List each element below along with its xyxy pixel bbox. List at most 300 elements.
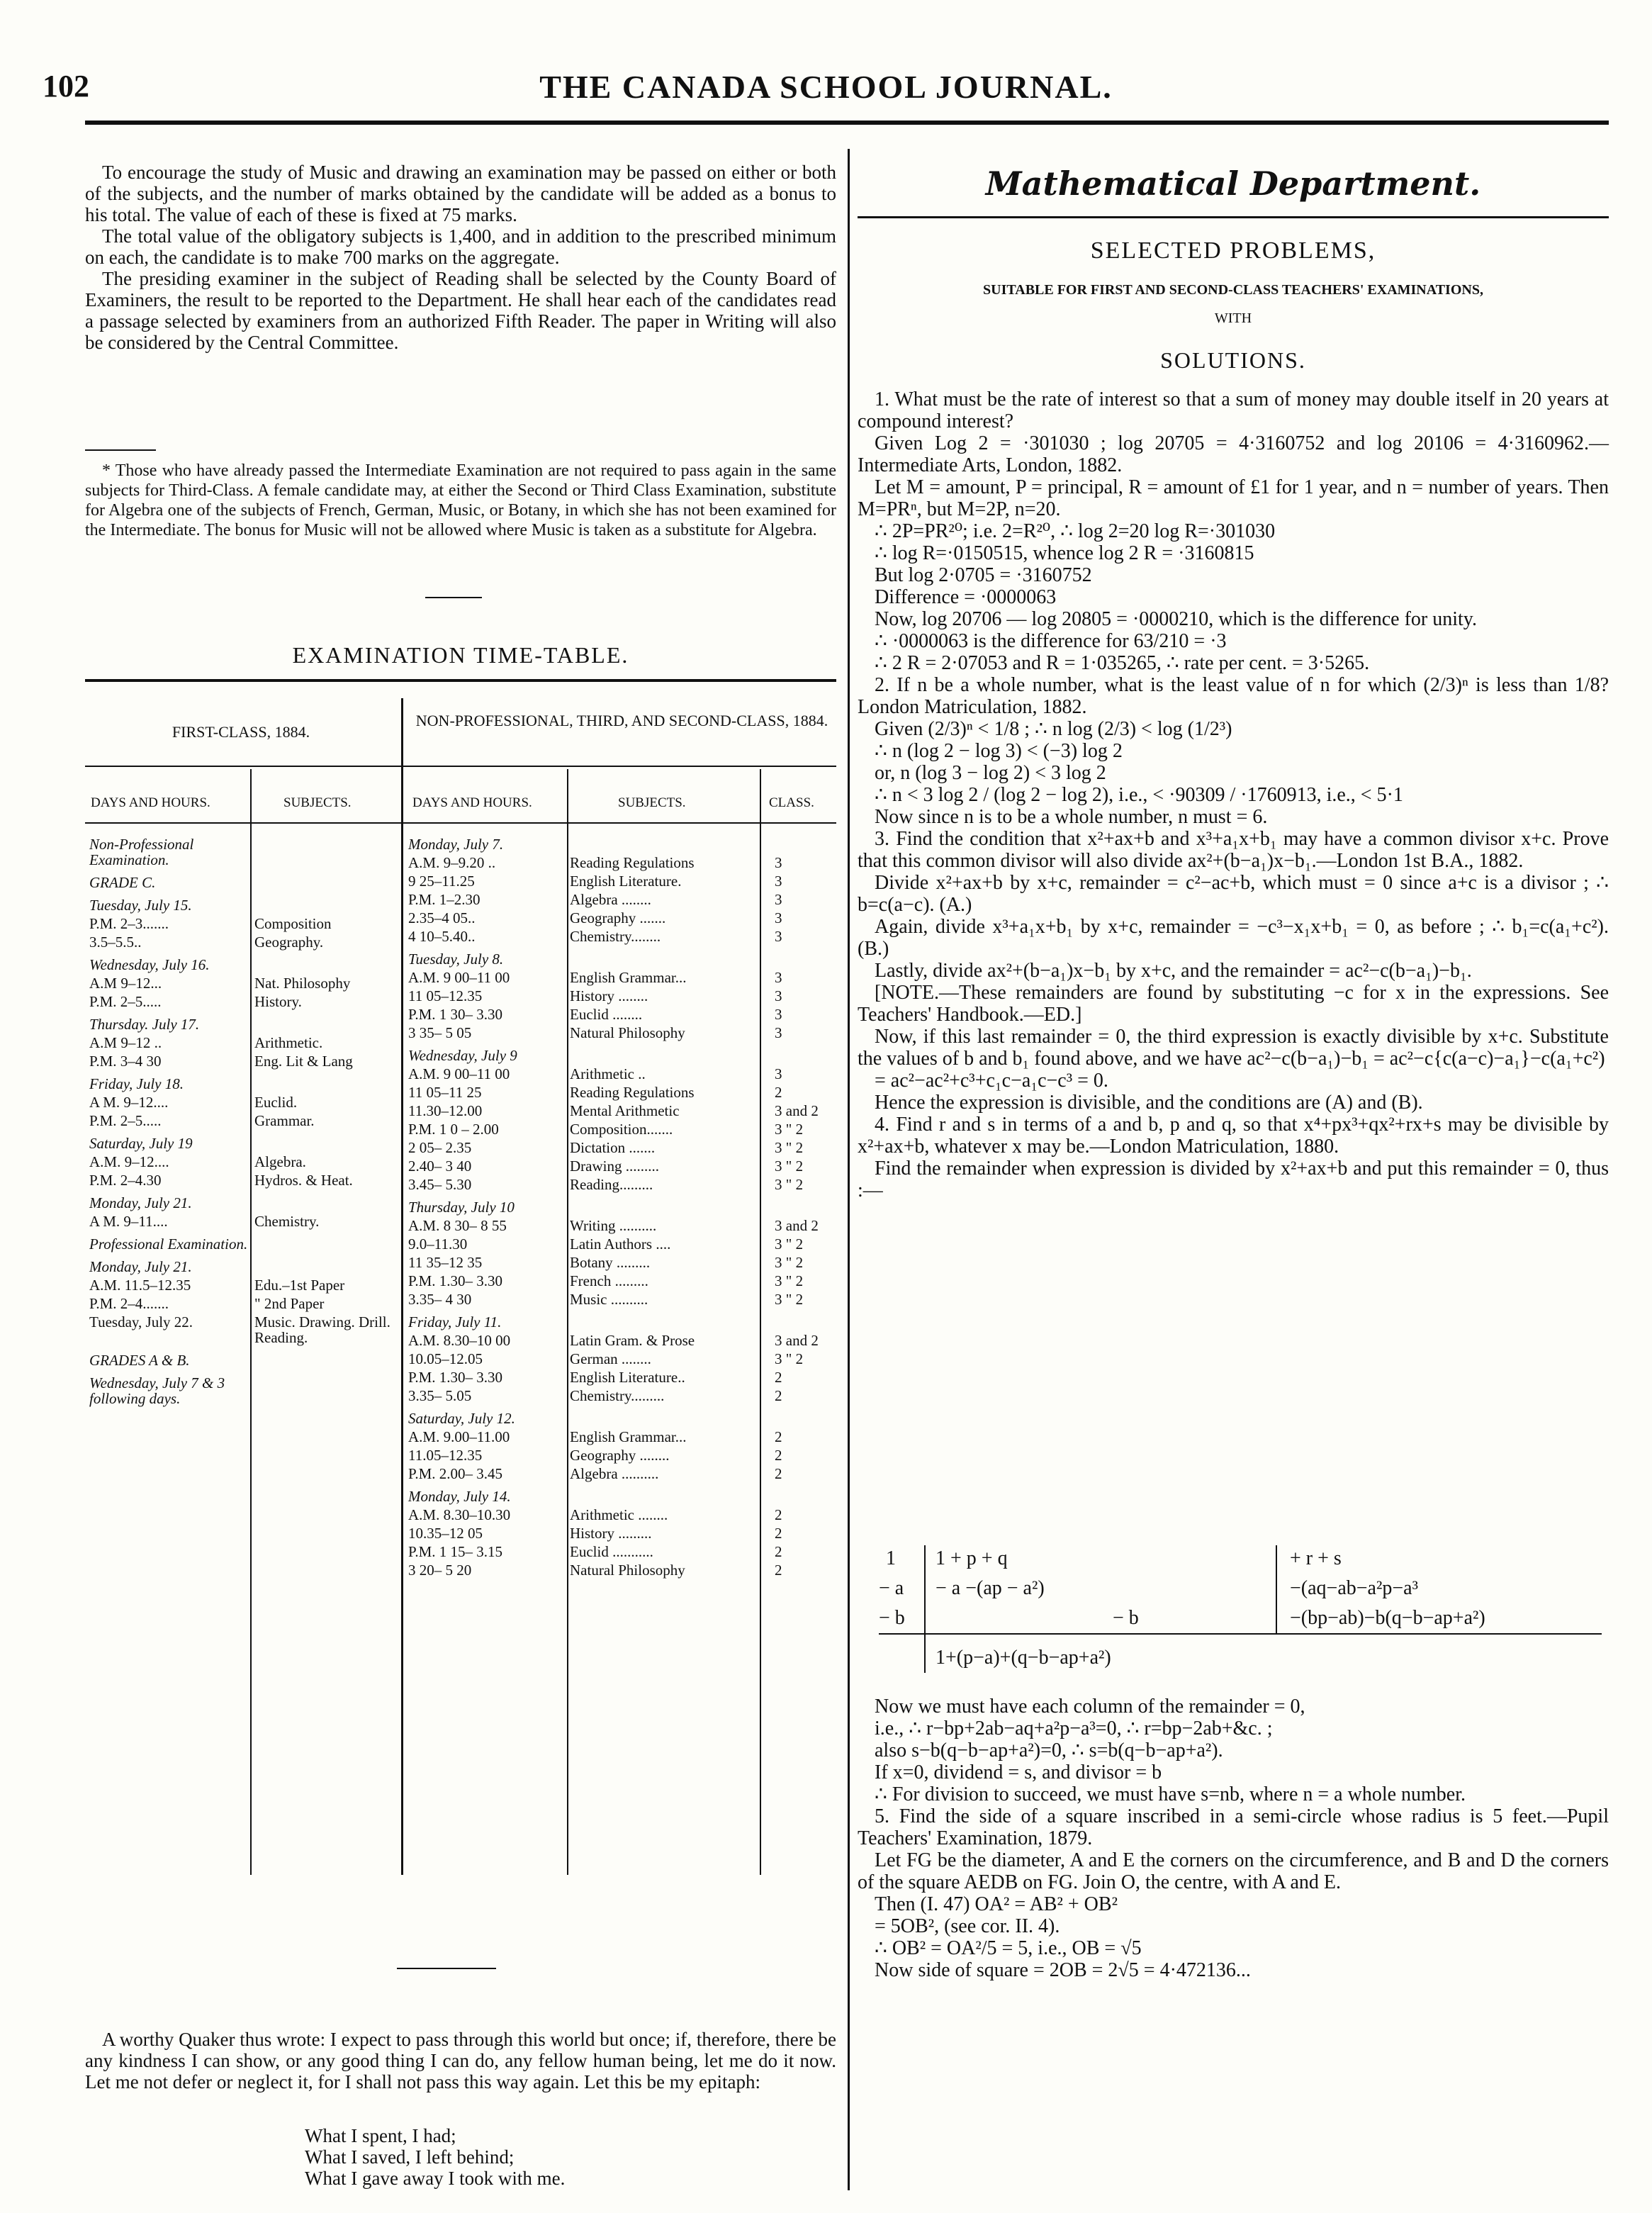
table-cell: 2 xyxy=(775,1428,782,1445)
solution-line: Difference = ·0000063 xyxy=(875,586,1057,608)
division-line xyxy=(1276,1545,1277,1634)
table-cell xyxy=(567,946,772,968)
solution-line: Given Log 2 = ·301030 ; log 20705 = 4·3160752 and log 20106 = 4·3160962.—Intermediate Arts, London, 1882. xyxy=(858,432,1609,476)
with-label: WITH xyxy=(1214,310,1252,326)
table-cell: A.M. 9 00–11 00 xyxy=(408,1065,510,1082)
table-cell: P.M. 1.30– 3.30 xyxy=(408,1272,503,1289)
table-row xyxy=(405,1331,834,1350)
table-row xyxy=(405,1065,834,1083)
table-cell: P.M. 3–4 30 xyxy=(89,1053,162,1070)
solution-line: But log 2·0705 = ·3160752 xyxy=(875,564,1092,586)
table-cell: 11 05–11 25 xyxy=(408,1084,482,1101)
table-cell xyxy=(252,1231,398,1253)
table-cell: 3 " 2 xyxy=(775,1291,804,1308)
table-cell: P.M. 2–4.30 xyxy=(89,1172,162,1189)
table-cell: English Grammar... xyxy=(570,1428,687,1445)
table-row xyxy=(405,1483,834,1506)
table-cell: 3 " 2 xyxy=(775,1158,804,1175)
solution-line: Now, if this last remainder = 0, the third expression is exactly divisible by x+c. Substitute the values of b and b₁ found above, and we have ac²−c(b−a₁)−b₁ = ac²−c{c(a−c)−a₁}−c(a₁+c²) xyxy=(858,1026,1609,1070)
table-cell xyxy=(567,831,772,853)
table-cell xyxy=(252,1369,398,1408)
table-cell: P.M. 2–4....... xyxy=(89,1295,169,1312)
table-row xyxy=(86,1130,398,1153)
table-cell: Algebra .......... xyxy=(570,1465,659,1482)
table-cell: Friday, July 18. xyxy=(89,1075,184,1092)
paragraph: The presiding examiner in the subject of Reading shall be selected by the County Board of Examiners, the result to be reported to the Department. He shall hear each of the candidates read a passage selected by examiners from an authorized Fifth Reader. The paper in Writing will also be considered by the Central Committee. xyxy=(85,268,836,353)
solution-line: If x=0, dividend = s, and divisor = b xyxy=(875,1761,1162,1783)
table-row xyxy=(86,1253,398,1276)
solution-line: ∴ 2 R = 2·07053 and R = 1·035265, ∴ rate per cent. = 3·5265. xyxy=(875,652,1370,674)
table-cell xyxy=(567,1405,772,1428)
table-row xyxy=(405,1042,834,1065)
table-cell: Saturday, July 12. xyxy=(408,1410,515,1427)
table-cell: 2 xyxy=(775,1369,782,1386)
table-cell: P.M. 2–5..... xyxy=(89,1112,162,1129)
table-cell: Friday, July 11. xyxy=(408,1313,502,1330)
table-cell: Hydros. & Heat. xyxy=(254,1172,353,1189)
table-cell xyxy=(567,1483,772,1506)
solution-line: [NOTE.—These remainders are found by substituting −c for x in the expressions. See Teachers' Handbook.—ED.] xyxy=(858,982,1609,1026)
remainder-row-3: −(bp−ab)−b(q−b−ap+a²) xyxy=(1290,1607,1485,1629)
table-cell: P.M. 1.30– 3.30 xyxy=(408,1369,503,1386)
table-cell: 10.35–12 05 xyxy=(408,1525,483,1542)
paragraph: The total value of the obligatory subjects is 1,400, and in addition to the prescribed minimum on each, the candidate is to make 700 marks on the aggregate. xyxy=(85,225,836,268)
table-cell: Chemistry. xyxy=(254,1213,320,1230)
table-cell: Edu.–1st Paper xyxy=(254,1277,345,1294)
quaker-text: A worthy Quaker thus wrote: I expect to pass through this world but once; if, therefore, there be any kindness I can show, or any good thing I can do, any fellow human being, let me do it now. Let me not defer or neglect it, for I shall not pass this way again. Let this be my epitaph: xyxy=(85,2029,836,2092)
table-cell: Composition....... xyxy=(570,1121,673,1138)
table-cell: GRADE C. xyxy=(89,874,156,891)
paragraph: To encourage the study of Music and drawing an examination may be passed on either or both of the subjects, and the number of marks obtained by the candidate will be added as a bonus to his total. The value of each of these is fixed at 75 marks. xyxy=(85,162,836,225)
solutions-heading: SOLUTIONS. xyxy=(1160,347,1306,373)
table-cell: Euclid ........... xyxy=(570,1543,653,1560)
table-cell: Chemistry......... xyxy=(570,1387,665,1404)
solution-line: ∴ n (log 2 − log 3) < (−3) log 2 xyxy=(875,740,1123,762)
quaker-paragraph xyxy=(85,2029,836,2092)
table-row xyxy=(86,914,398,933)
table-cell: 3 and 2 xyxy=(775,1217,819,1234)
table-row xyxy=(86,1070,398,1093)
table-cell: Grammar. xyxy=(254,1112,315,1129)
table-row xyxy=(405,1290,834,1309)
table-cell: A.M. 9–9.20 .. xyxy=(408,854,496,871)
table-cell: Botany ......... xyxy=(570,1254,651,1271)
table-cell xyxy=(567,1194,772,1216)
table-row xyxy=(86,1231,398,1253)
first-class-table xyxy=(86,831,398,1408)
table-cell: Algebra ........ xyxy=(570,891,651,908)
table-cell: 3 xyxy=(775,873,782,890)
table-cell: A.M. 11.5–12.35 xyxy=(89,1277,191,1294)
solution-line: i.e., ∴ r−bp+2ab−aq+a²p−a³=0, ∴ r=bp−2ab+&c. ; xyxy=(875,1718,1273,1739)
table-cell xyxy=(567,1309,772,1331)
table-cell: P.M. 1–2.30 xyxy=(408,891,481,908)
division-line xyxy=(879,1633,1602,1635)
table-row xyxy=(405,1024,834,1042)
table-row xyxy=(405,1175,834,1194)
solution-line: ∴ n < 3 log 2 / (log 2 − log 2), i.e., < ·90309 / ·1760913, i.e., < 5·1 xyxy=(875,784,1403,806)
table-cell: English Literature. xyxy=(570,873,682,890)
page-number: 102 xyxy=(43,69,89,103)
solution-line: Divide x²+ax+b by x+c, remainder = c²−ac+b, which must = 0 since a+c is a divisor ; ∴ b=c(a−c). (A.) xyxy=(858,872,1609,916)
table-cell: P.M. 1 15– 3.15 xyxy=(408,1543,503,1560)
table-row xyxy=(405,1405,834,1428)
table-row xyxy=(405,853,834,872)
table-cell: Natural Philosophy xyxy=(570,1562,685,1579)
solution-line: ∴ log R=·0150515, whence log 2 R = ·3160815 xyxy=(875,542,1254,564)
remainder-row-1: + r + s xyxy=(1290,1547,1342,1569)
table-cell: Professional Examination. xyxy=(89,1236,248,1253)
quotient-row-3: − b xyxy=(1113,1607,1139,1629)
table-cell: 3 xyxy=(775,909,782,926)
table-cell: 3 35– 5 05 xyxy=(408,1024,472,1041)
solution-line: 2. If n be a whole number, what is the least value of n for which (2/3)ⁿ is less than 1/8? London Matriculation, 1882. xyxy=(858,674,1609,718)
epitaph-line: What I saved, I left behind; xyxy=(305,2146,515,2168)
table-cell: 9.0–11.30 xyxy=(408,1236,468,1253)
table-row xyxy=(86,1153,398,1171)
table-cell: Wednesday, July 16. xyxy=(89,956,210,973)
table-cell: English Literature.. xyxy=(570,1369,685,1386)
solution-line: Now since n is to be a whole number, n must = 6. xyxy=(875,806,1268,828)
department-rule xyxy=(858,216,1609,218)
solution-line: also s−b(q−b−ap+a²)=0, ∴ s=b(q−b−ap+a²). xyxy=(875,1739,1223,1761)
table-cell: French ......... xyxy=(570,1272,648,1289)
table-cell: P.M. 2.00– 3.45 xyxy=(408,1465,503,1482)
divisor-1: 1 xyxy=(886,1547,896,1569)
solution-line: Hence the expression is divisible, and the conditions are (A) and (B). xyxy=(875,1092,1423,1114)
timetable-header-rule xyxy=(85,766,836,767)
table-cell: 2.40– 3 40 xyxy=(408,1158,472,1175)
table-row xyxy=(405,1216,834,1235)
table-cell: 3 " 2 xyxy=(775,1139,804,1156)
table-cell: Geography ....... xyxy=(570,909,666,926)
table-cell: Wednesday, July 9 xyxy=(408,1047,517,1064)
timetable-columns-rule xyxy=(85,822,836,824)
table-cell: 3 " 2 xyxy=(775,1350,804,1367)
table-cell: 3 xyxy=(775,891,782,908)
table-row xyxy=(405,1120,834,1138)
table-row xyxy=(86,951,398,974)
table-cell: 3 and 2 xyxy=(775,1102,819,1119)
table-cell: 11.30–12.00 xyxy=(408,1102,483,1119)
table-cell: Thursday. July 17. xyxy=(89,1016,200,1033)
epitaph xyxy=(305,2125,565,2189)
table-row xyxy=(86,1033,398,1052)
table-row xyxy=(86,1369,398,1408)
table-row xyxy=(86,1313,398,1347)
table-cell xyxy=(252,1347,398,1369)
table-row xyxy=(405,1524,834,1542)
table-row xyxy=(405,1446,834,1464)
table-cell: 3 xyxy=(775,1024,782,1041)
table-cell: 2 05– 2.35 xyxy=(408,1139,472,1156)
table-cell: 3 xyxy=(775,1006,782,1023)
table-row xyxy=(86,831,398,869)
table-cell: Composition xyxy=(254,915,332,932)
table-cell: Tuesday, July 15. xyxy=(89,897,192,914)
quotient-row-2: − a −(ap − a²) xyxy=(935,1577,1045,1599)
table-cell xyxy=(772,1042,834,1065)
solution-line: ∴ ·0000063 is the difference for 63/210 = ·3 xyxy=(875,630,1227,652)
table-row xyxy=(405,1464,834,1483)
table-cell: Geography ........ xyxy=(570,1447,670,1464)
table-cell xyxy=(772,1483,834,1506)
table-cell xyxy=(252,951,398,974)
table-cell: 11 05–12.35 xyxy=(408,987,483,1004)
table-cell: German ........ xyxy=(570,1350,651,1367)
solution-line: Lastly, divide ax²+(b−a₁)x−b₁ by x+c, and the remainder = ac²−c(b−a₁)−b₁. xyxy=(875,960,1472,982)
table-row xyxy=(405,1194,834,1216)
first-class-header: FIRST-CLASS, 1884. xyxy=(172,723,310,741)
table-cell: 3.45– 5.30 xyxy=(408,1176,472,1193)
left-column xyxy=(85,162,836,353)
table-cell: A M. 9–12.... xyxy=(89,1094,169,1111)
table-cell: Latin Authors .... xyxy=(570,1236,671,1253)
table-row xyxy=(86,1111,398,1130)
table-cell: Monday, July 7. xyxy=(408,836,504,853)
solution-line: = 5OB², (see cor. II. 4). xyxy=(875,1915,1060,1937)
table-cell: 2 xyxy=(775,1465,782,1482)
table-cell xyxy=(772,1309,834,1331)
table-row xyxy=(405,872,834,890)
header-rule xyxy=(85,121,1609,125)
table-cell: Mental Arithmetic xyxy=(570,1102,680,1119)
footnote xyxy=(85,461,836,540)
table-row xyxy=(405,1138,834,1157)
solution-line: Let FG be the diameter, A and E the corners on the circumference, and B and D the corners of the square AEDB on FG. Join O, the centre, with A and E. xyxy=(858,1849,1609,1893)
table-row xyxy=(86,1212,398,1231)
table-row xyxy=(405,968,834,987)
timetable-divider xyxy=(401,698,403,1875)
solution-line: Now side of square = 2OB = 2√5 = 4·472136... xyxy=(875,1959,1251,1981)
table-cell: History. xyxy=(254,993,302,1010)
solution-line: Find the remainder when expression is divided by x²+ax+b and put this remainder = 0, thus :— xyxy=(858,1158,1609,1201)
table-cell: A.M. 9.00–11.00 xyxy=(408,1428,510,1445)
timetable-title: EXAMINATION TIME-TABLE. xyxy=(292,642,629,668)
table-cell: 2 xyxy=(775,1525,782,1542)
table-cell: Non-Professional Examination. xyxy=(89,836,194,868)
table-cell: 4 10–5.40.. xyxy=(408,928,476,945)
table-cell: 2 xyxy=(775,1447,782,1464)
table-cell: 10.05–12.05 xyxy=(408,1350,483,1367)
divisor-b: − b xyxy=(879,1607,905,1629)
table-cell xyxy=(252,831,398,869)
solution-line: Now, log 20706 — log 20805 = ·0000210, which is the difference for unity. xyxy=(875,608,1477,630)
second-class-table xyxy=(405,831,834,1579)
table-cell: A.M. 9–12.... xyxy=(89,1153,169,1170)
footnote-text: * Those who have already passed the Intermediate Examination are not required to pass again in the same subjects for Third-Class. A female candidate may, at either the Second or Third Class Examination, substitute for Algebra one of the subjects of French, German, Music, or Botany, in which she has not been examined for the Intermediate. The bonus for Music will not be allowed where Music is taken as a substitute for Algebra. xyxy=(85,461,836,539)
table-row xyxy=(86,892,398,914)
table-row xyxy=(405,1157,834,1175)
table-cell: A.M. 8.30–10 00 xyxy=(408,1332,511,1349)
second-class-header: NON-PROFESSIONAL, THIRD, AND SECOND-CLASS, 1884. xyxy=(415,712,828,729)
table-cell: A.M 9–12 .. xyxy=(89,1034,162,1051)
division-table xyxy=(879,1545,1602,1687)
table-cell: 3 " 2 xyxy=(775,1236,804,1253)
selected-problems: SELECTED PROBLEMS, xyxy=(1090,237,1376,264)
table-cell: P.M. 2–3....... xyxy=(89,915,169,932)
solution-line: 1. What must be the rate of interest so that a sum of money may double itself in 20 years at compound interest? xyxy=(858,388,1609,432)
table-cell: 2 xyxy=(775,1506,782,1523)
solution-line: = ac²−ac²+c³+c₁c−a₁c−c³ = 0. xyxy=(875,1070,1108,1092)
table-cell: A.M 9–12... xyxy=(89,975,162,992)
table-row xyxy=(86,1171,398,1189)
col-days-hours: DAYS AND HOURS. xyxy=(91,795,210,810)
table-row xyxy=(86,1347,398,1369)
table-cell: Drawing ......... xyxy=(570,1158,659,1175)
table-cell xyxy=(772,946,834,968)
division-line xyxy=(924,1545,926,1673)
table-cell: Latin Gram. & Prose xyxy=(570,1332,695,1349)
table-row xyxy=(405,1506,834,1524)
table-cell: 2 xyxy=(775,1084,782,1101)
table-cell xyxy=(252,1011,398,1033)
table-cell: Saturday, July 19 xyxy=(89,1135,193,1152)
table-cell: Tuesday, July 22. xyxy=(89,1313,193,1330)
table-cell xyxy=(252,1130,398,1153)
right-text xyxy=(858,388,1609,1201)
table-cell: Arithmetic ........ xyxy=(570,1506,668,1523)
table-cell: 2 xyxy=(775,1543,782,1560)
table-cell: Algebra. xyxy=(254,1153,306,1170)
solution-line: or, n (log 3 − log 2) < 3 log 2 xyxy=(875,762,1106,784)
table-cell xyxy=(772,1405,834,1428)
table-cell: 3 20– 5 20 xyxy=(408,1562,472,1579)
table-row xyxy=(86,933,398,951)
table-row xyxy=(405,1542,834,1561)
timetable-bottom-rule xyxy=(397,1968,496,1969)
table-cell: 3 xyxy=(775,987,782,1004)
table-cell: 3 " 2 xyxy=(775,1121,804,1138)
table-cell: 3.35– 5.05 xyxy=(408,1387,472,1404)
table-row xyxy=(405,987,834,1005)
col-subjects-2: SUBJECTS. xyxy=(618,795,686,810)
table-cell: A.M. 9 00–11 00 xyxy=(408,969,510,986)
table-row xyxy=(405,890,834,909)
table-row xyxy=(405,1083,834,1102)
table-cell: Monday, July 14. xyxy=(408,1488,511,1505)
table-cell: Dictation ....... xyxy=(570,1139,656,1156)
remainder-row-2: −(aq−ab−a²p−a³ xyxy=(1290,1577,1418,1599)
table-cell: 3 " 2 xyxy=(775,1254,804,1271)
table-cell: 3 " 2 xyxy=(775,1176,804,1193)
table-cell xyxy=(772,831,834,853)
table-row xyxy=(405,1005,834,1024)
table-cell: Tuesday, July 8. xyxy=(408,951,504,968)
column-separator xyxy=(848,149,850,2190)
solution-line: Now we must have each column of the remainder = 0, xyxy=(875,1696,1305,1718)
table-cell: Music. Drawing. Drill. Reading. xyxy=(254,1313,390,1346)
table-cell: P.M. 1 0 – 2.00 xyxy=(408,1121,499,1138)
table-cell: 3.5–5.5.. xyxy=(89,934,142,951)
table-cell: Arithmetic. xyxy=(254,1034,323,1051)
table-cell: 2.35–4 05.. xyxy=(408,909,476,926)
solution-line: Then (I. 47) OA² = AB² + OB² xyxy=(875,1893,1118,1915)
table-cell: P.M. 1 30– 3.30 xyxy=(408,1006,503,1023)
col-class: CLASS. xyxy=(769,795,814,810)
table-cell: GRADES A & B. xyxy=(89,1352,190,1369)
table-row xyxy=(405,927,834,946)
table-cell xyxy=(567,1042,772,1065)
solution-line: ∴ OB² = OA²/5 = 5, i.e., OB = √5 xyxy=(875,1937,1142,1959)
table-cell: Chemistry........ xyxy=(570,928,661,945)
table-row xyxy=(86,1052,398,1070)
solution-line: ∴ 2P=PR²⁰; i.e. 2=R²⁰, ∴ log 2=20 log R=·301030 xyxy=(875,520,1276,542)
footnote-rule xyxy=(85,449,156,451)
table-row xyxy=(405,1309,834,1331)
table-cell: 3 xyxy=(775,1065,782,1082)
table-cell: P.M. 2–5..... xyxy=(89,993,162,1010)
quotient: 1+(p−a)+(q−b−ap+a²) xyxy=(935,1647,1111,1669)
table-cell: Euclid. xyxy=(254,1094,298,1111)
table-row xyxy=(405,1368,834,1386)
table-cell xyxy=(252,1189,398,1212)
solution-line: Again, divide x³+a₁x+b₁ by x+c, remainder = −c³−x₁x+b₁ = 0, as before ; ∴ b₁=c(a₁+c²). (B.) xyxy=(858,916,1609,960)
table-cell: Wednesday, July 7 & 3 following days. xyxy=(89,1374,225,1407)
table-cell: A.M. 8.30–10.30 xyxy=(408,1506,511,1523)
table-cell: Eng. Lit & Lang xyxy=(254,1053,353,1070)
table-cell: 9 25–11.25 xyxy=(408,873,475,890)
table-row xyxy=(405,1253,834,1272)
section-divider xyxy=(425,597,482,598)
table-row xyxy=(86,1276,398,1294)
table-cell: Writing .......... xyxy=(570,1217,657,1234)
table-cell xyxy=(252,1253,398,1276)
table-cell: A M. 9–11.... xyxy=(89,1213,168,1230)
table-row xyxy=(405,831,834,853)
table-row xyxy=(86,992,398,1011)
table-cell: 2 xyxy=(775,1562,782,1579)
table-cell xyxy=(252,869,398,892)
table-cell: 3 xyxy=(775,854,782,871)
divisor-a: − a xyxy=(879,1577,904,1599)
solution-line: 4. Find r and s in terms of a and b, p and q, so that x⁴+px³+qx²+rx+s may be divisible by x²+ax+b, whatever x may be.—London Matriculation, 1880. xyxy=(858,1114,1609,1158)
table-row xyxy=(86,974,398,992)
col-subjects: SUBJECTS. xyxy=(283,795,352,810)
table-cell: Arithmetic .. xyxy=(570,1065,646,1082)
table-row xyxy=(405,1235,834,1253)
table-cell: 2 xyxy=(775,1387,782,1404)
table-cell: Thursday, July 10 xyxy=(408,1199,515,1216)
solution-line: 3. Find the condition that x²+ax+b and x³+a₁x+b₁ may have a common divisor x+c. Prove that this common divisor will also divide ax²+(b−a₁)x−b₁.—London 1st B.A., 1882. xyxy=(858,828,1609,872)
table-row xyxy=(86,1189,398,1212)
table-cell: History ........ xyxy=(570,987,648,1004)
epitaph-line: What I spent, I had; xyxy=(305,2125,456,2146)
quotient-row-1: 1 + p + q xyxy=(935,1547,1008,1569)
timetable-top-rule xyxy=(85,679,836,682)
table-row xyxy=(405,946,834,968)
table-cell: 3 xyxy=(775,928,782,945)
table-row xyxy=(405,1102,834,1120)
journal-title: THE CANADA SCHOOL JOURNAL. xyxy=(539,69,1113,105)
table-cell xyxy=(772,1194,834,1216)
table-row xyxy=(86,1093,398,1111)
table-cell: Reading Regulations xyxy=(570,854,695,871)
table-cell: " 2nd Paper xyxy=(254,1295,325,1312)
suitable-for: SUITABLE FOR FIRST AND SECOND-CLASS TEACHERS' EXAMINATIONS, xyxy=(983,282,1483,298)
department-title: Mathematical Department. xyxy=(985,164,1481,203)
table-row xyxy=(405,1428,834,1446)
table-cell: Monday, July 21. xyxy=(89,1258,192,1275)
table-row xyxy=(86,1011,398,1033)
table-cell: Monday, July 21. xyxy=(89,1194,192,1211)
table-cell: Reading Regulations xyxy=(570,1084,695,1101)
table-row xyxy=(405,1350,834,1368)
table-row xyxy=(405,1561,834,1579)
solution-line: 5. Find the side of a square inscribed in a semi-circle whose radius is 5 feet.—Pupil Teachers' Examination, 1879. xyxy=(858,1805,1609,1849)
table-cell: A.M. 8 30– 8 55 xyxy=(408,1217,507,1234)
table-cell: 11 35–12 35 xyxy=(408,1254,483,1271)
